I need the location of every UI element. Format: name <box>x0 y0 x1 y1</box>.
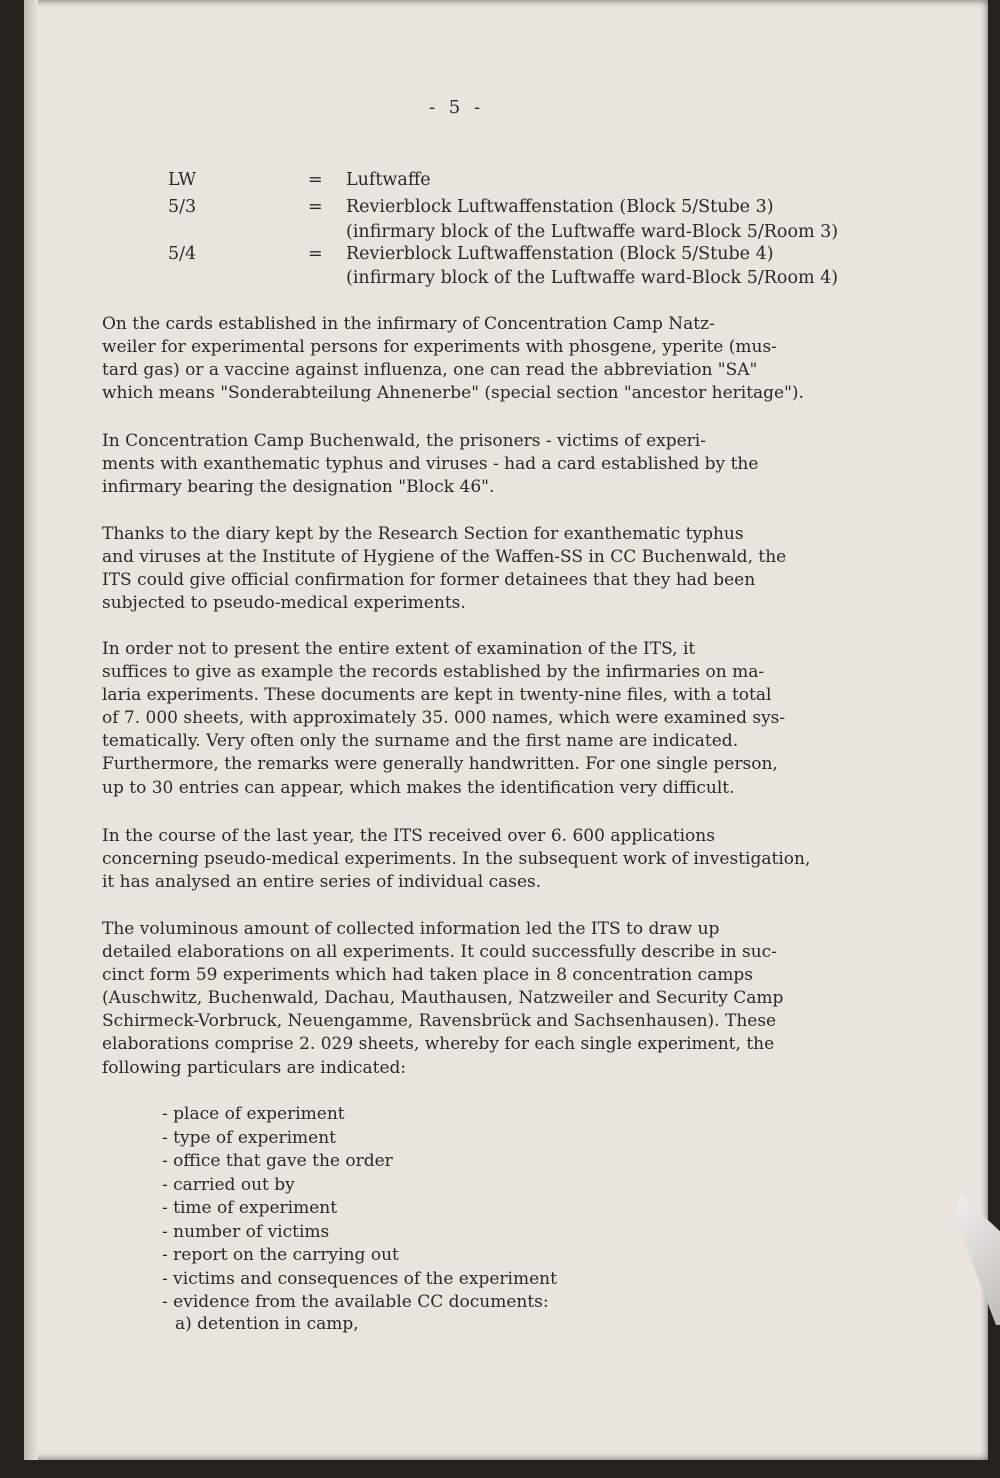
text-line: following particulars are indicated: <box>102 1057 407 1078</box>
paragraph-buchenwald-block46 <box>102 430 964 499</box>
text-line: Furthermore, the remarks were generally handwritten. For one single person, <box>102 754 778 775</box>
text-line: tematically. Very often only the surname and the first name are indicated. <box>102 731 739 752</box>
text-line: ITS could give official confirmation for former detainees that they had been <box>102 570 756 591</box>
list-item: - number of victims <box>162 1221 330 1242</box>
text-line: Thanks to the diary kept by the Research Section for exanthematic typhus <box>102 524 744 544</box>
list-item: - place of experiment <box>162 1104 345 1124</box>
paragraph-malaria-records <box>102 638 964 800</box>
text-line: and viruses at the Institute of Hygiene of the Waffen-SS in CC Buchenwald, the <box>102 547 787 568</box>
abbreviation-code: 5/4 <box>168 244 197 264</box>
document-page <box>24 0 988 1460</box>
particulars-list <box>162 1103 557 1315</box>
paragraph-elaborations <box>102 918 964 1080</box>
text-line: (Auschwitz, Buchenwald, Dachau, Mauthausen, Natzweiler and Security Camp <box>102 988 784 1009</box>
abbreviation-translation: (infirmary block of the Luftwaffe ward-Block 5/Room 4) <box>346 268 839 288</box>
text-line: elaborations comprise 2. 029 sheets, whereby for each single experiment, the <box>102 1034 775 1055</box>
page-number: - 5 - <box>429 97 485 118</box>
pen-tip-overlay <box>954 1195 1000 1325</box>
text-line: which means "Sonderabteilung Ahnenerbe" (special section "ancestor heritage"). <box>102 383 804 404</box>
abbreviation-definition: Revierblock Luftwaffenstation (Block 5/Stube 3) <box>346 197 774 217</box>
abbreviation-definition: Luftwaffe <box>346 170 431 190</box>
list-item: - office that gave the order <box>162 1151 393 1171</box>
list-item: - time of experiment <box>162 1198 338 1218</box>
text-line: of 7. 000 sheets, with approximately 35. 000 names, which were examined sys- <box>102 708 786 729</box>
text-line: On the cards established in the infirmary of Concentration Camp Natz- <box>102 314 715 334</box>
equals-sign: = <box>308 244 323 264</box>
text-line: weiler for experimental persons for experiments with phosgene, yperite (mus- <box>102 337 777 358</box>
text-line: The voluminous amount of collected information led the ITS to draw up <box>102 919 720 939</box>
sub-item: a) detention in camp, <box>175 1314 359 1334</box>
text-line: laria experiments. These documents are kept in twenty-nine files, with a total <box>102 685 772 706</box>
text-line: concerning pseudo-medical experiments. In the subsequent work of investigation, <box>102 849 811 870</box>
list-item: - evidence from the available CC documents: <box>162 1292 549 1312</box>
list-item: - report on the carrying out <box>162 1245 399 1265</box>
paragraph-natzweiler-cards <box>102 313 964 405</box>
text-line: cinct form 59 experiments which had taken place in 8 concentration camps <box>102 965 753 986</box>
abbreviation-code: 5/3 <box>168 197 197 217</box>
text-line: it has analysed an entire series of individual cases. <box>102 872 542 893</box>
abbreviation-code: LW <box>168 170 197 190</box>
paragraph-diary-research-section <box>102 523 964 615</box>
text-line: up to 30 entries can appear, which makes the identification very difficult. <box>102 777 735 798</box>
equals-sign: = <box>308 170 323 190</box>
list-item: - type of experiment <box>162 1127 336 1148</box>
list-item: - victims and consequences of the experiment <box>162 1268 557 1289</box>
text-line: In the course of the last year, the ITS received over 6. 600 applications <box>102 826 715 846</box>
text-line: detailed elaborations on all experiments. It could successfully describe in suc- <box>102 942 777 963</box>
equals-sign: = <box>308 197 323 217</box>
abbreviation-definition: Revierblock Luftwaffenstation (Block 5/Stube 4) <box>346 244 774 264</box>
list-item: - carried out by <box>162 1174 295 1195</box>
text-line: infirmary bearing the designation "Block 46". <box>102 477 495 498</box>
text-line: Schirmeck-Vorbruck, Neuengamme, Ravensbrück and Sachsenhausen). These <box>102 1011 777 1032</box>
text-line: In Concentration Camp Buchenwald, the prisoners - victims of experi- <box>102 431 706 451</box>
text-line: In order not to present the entire extent of examination of the ITS, it <box>102 639 696 659</box>
abbreviation-translation: (infirmary block of the Luftwaffe ward-Block 5/Room 3) <box>346 222 839 242</box>
paragraph-applications <box>102 825 964 894</box>
text-line: tard gas) or a vaccine against influenza, one can read the abbreviation "SA" <box>102 360 758 381</box>
text-line: subjected to pseudo-medical experiments. <box>102 593 466 614</box>
text-line: suffices to give as example the records established by the infirmaries on ma- <box>102 662 765 683</box>
text-line: ments with exanthematic typhus and viruses - had a card established by the <box>102 454 759 475</box>
